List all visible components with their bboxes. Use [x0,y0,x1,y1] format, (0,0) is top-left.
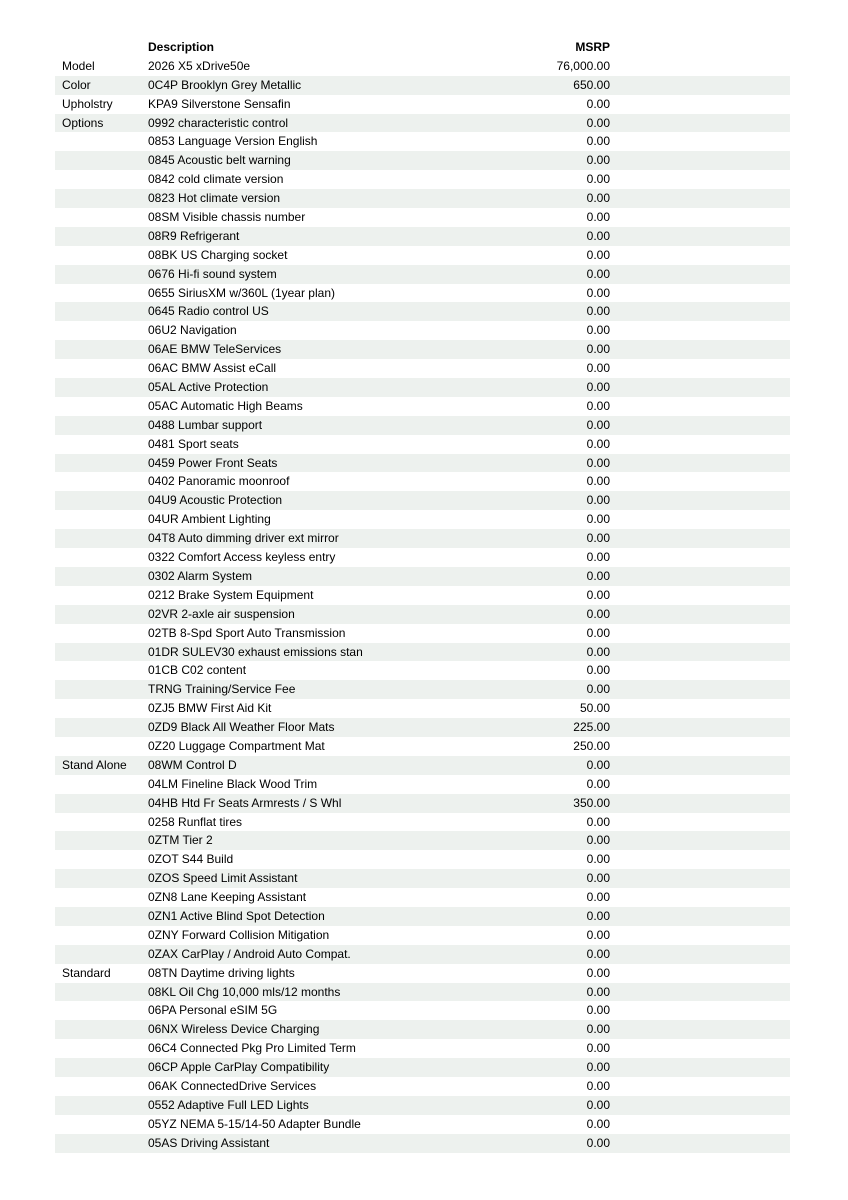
cell-msrp: 0.00 [586,908,610,923]
table-row [55,624,790,643]
cell-description: 05YZ NEMA 5-15/14-50 Adapter Bundle [148,1116,361,1131]
table-row [55,869,790,888]
cell-msrp: 0.00 [586,361,610,376]
cell-category: Model [62,58,95,73]
cell-category: Upholstry [62,96,113,111]
table-row [55,472,790,491]
cell-description: 08SM Visible chassis number [148,210,306,225]
cell-description: 08WM Control D [148,757,237,772]
cell-msrp: 0.00 [586,568,610,583]
cell-description: 0C4P Brooklyn Grey Metallic [148,77,302,92]
cell-description: 0ZOT S44 Build [148,852,234,867]
cell-description: 0212 Brake System Equipment [148,587,314,602]
table-row [55,737,790,756]
cell-description: 0845 Acoustic belt warning [148,153,291,168]
cell-description: 0ZN8 Lane Keeping Assistant [148,890,307,905]
table-row [55,1020,790,1039]
cell-description: 08KL Oil Chg 10,000 mls/12 months [148,984,341,999]
cell-msrp: 0.00 [586,247,610,262]
table-body [55,57,790,1153]
table-row [55,76,790,95]
cell-msrp: 0.00 [586,455,610,470]
table-row [55,491,790,510]
table-row [55,170,790,189]
table-row [55,945,790,964]
cell-description: 04U9 Acoustic Protection [148,493,283,508]
table-row [55,529,790,548]
table-row [55,926,790,945]
cell-msrp: 0.00 [586,380,610,395]
table-row [55,454,790,473]
cell-msrp: 0.00 [586,153,610,168]
table-row [55,1001,790,1020]
cell-description: 02VR 2-axle air suspension [148,606,295,621]
cell-msrp: 0.00 [586,663,610,678]
table-row [55,907,790,926]
cell-msrp: 650.00 [573,77,610,92]
cell-msrp: 0.00 [586,927,610,942]
cell-msrp: 0.00 [586,1041,610,1056]
cell-description: 08R9 Refrigerant [148,228,240,243]
cell-description: 01CB C02 content [148,663,247,678]
cell-msrp: 0.00 [586,890,610,905]
cell-msrp: 0.00 [586,96,610,111]
table-row [55,397,790,416]
table-row [55,548,790,567]
cell-msrp: 0.00 [586,757,610,772]
cell-description: 08TN Daytime driving lights [148,965,295,980]
cell-msrp: 250.00 [573,738,610,753]
table-row [55,699,790,718]
cell-description: 0992 characteristic control [148,115,289,130]
cell-category: Standard [62,965,111,980]
table-row [55,983,790,1002]
cell-description: 08BK US Charging socket [148,247,288,262]
cell-msrp: 0.00 [586,625,610,640]
cell-description: 05AC Automatic High Beams [148,398,303,413]
cell-msrp: 0.00 [586,172,610,187]
cell-msrp: 0.00 [586,1097,610,1112]
cell-description: 01DR SULEV30 exhaust emissions stan [148,644,363,659]
cell-msrp: 0.00 [586,210,610,225]
cell-description: 0258 Runflat tires [148,814,243,829]
cell-msrp: 0.00 [586,531,610,546]
table-row [55,378,790,397]
cell-msrp: 0.00 [586,814,610,829]
cell-msrp: 0.00 [586,587,610,602]
cell-msrp: 0.00 [586,417,610,432]
cell-description: 0402 Panoramic moonroof [148,474,290,489]
cell-msrp: 0.00 [586,776,610,791]
cell-msrp: 0.00 [586,550,610,565]
cell-msrp: 50.00 [579,701,610,716]
cell-msrp: 0.00 [586,342,610,357]
cell-msrp: 0.00 [586,965,610,980]
cell-msrp: 0.00 [586,512,610,527]
cell-msrp: 0.00 [586,833,610,848]
cell-msrp: 0.00 [586,682,610,697]
table-row [55,756,790,775]
cell-description: 0676 Hi-fi sound system [148,266,277,281]
table-row [55,1058,790,1077]
table-row [55,416,790,435]
cell-description: 0322 Comfort Access keyless entry [148,550,336,565]
table-row [55,964,790,983]
cell-msrp: 0.00 [586,1060,610,1075]
cell-description: 0853 Language Version English [148,134,318,149]
cell-description: 05AS Driving Assistant [148,1135,270,1150]
cell-msrp: 0.00 [586,1078,610,1093]
cell-description: KPA9 Silverstone Sensafin [148,96,291,111]
cell-msrp: 0.00 [586,984,610,999]
cell-description: 0823 Hot climate version [148,191,281,206]
table-row [55,813,790,832]
cell-msrp: 0.00 [586,285,610,300]
cell-description: 06NX Wireless Device Charging [148,1022,320,1037]
table-row [55,321,790,340]
cell-description: 0ZJ5 BMW First Aid Kit [148,701,272,716]
cell-msrp: 0.00 [586,191,610,206]
vehicle-spec-table [55,38,790,1153]
cell-msrp: 0.00 [586,1003,610,1018]
cell-description: 0481 Sport seats [148,436,239,451]
cell-msrp: 0.00 [586,134,610,149]
cell-description: 0ZN1 Active Blind Spot Detection [148,908,325,923]
table-row [55,132,790,151]
cell-msrp: 0.00 [586,398,610,413]
cell-description: 06AC BMW Assist eCall [148,361,277,376]
table-row [55,586,790,605]
table-row [55,510,790,529]
cell-msrp: 0.00 [586,228,610,243]
table-row [55,1134,790,1153]
table-row [55,151,790,170]
table-row [55,114,790,133]
cell-description: 06C4 Connected Pkg Pro Limited Term [148,1041,356,1056]
cell-description: 0645 Radio control US [148,304,269,319]
cell-description: 0842 cold climate version [148,172,284,187]
cell-description: 04T8 Auto dimming driver ext mirror [148,531,339,546]
table-row [55,605,790,624]
cell-msrp: 0.00 [586,304,610,319]
cell-msrp: 0.00 [586,871,610,886]
cell-msrp: 0.00 [586,493,610,508]
cell-msrp: 0.00 [586,115,610,130]
table-row [55,246,790,265]
table-header-row [55,38,790,57]
cell-description: 0655 SiriusXM w/360L (1year plan) [148,285,335,300]
cell-description: 04HB Htd Fr Seats Armrests / S Whl [148,795,342,810]
cell-description: TRNG Training/Service Fee [148,682,296,697]
cell-description: 0ZD9 Black All Weather Floor Mats [148,720,335,735]
table-row [55,284,790,303]
cell-msrp: 350.00 [573,795,610,810]
cell-msrp: 0.00 [586,266,610,281]
table-row [55,661,790,680]
cell-description: 0488 Lumbar support [148,417,263,432]
header-description: Description [148,40,215,54]
cell-msrp: 0.00 [586,436,610,451]
cell-description: 0ZTM Tier 2 [148,833,213,848]
cell-description: 0302 Alarm System [148,568,253,583]
table-row [55,1077,790,1096]
table-row [55,775,790,794]
table-row [55,567,790,586]
header-msrp: MSRP [575,40,610,54]
cell-msrp: 0.00 [586,1116,610,1131]
cell-description: 0ZNY Forward Collision Mitigation [148,927,330,942]
cell-msrp: 0.00 [586,1135,610,1150]
table-row [55,888,790,907]
cell-category: Color [62,77,91,92]
cell-description: 0Z20 Luggage Compartment Mat [148,738,325,753]
cell-msrp: 0.00 [586,323,610,338]
cell-description: 2026 X5 xDrive50e [148,58,251,73]
cell-description: 0459 Power Front Seats [148,455,278,470]
cell-msrp: 225.00 [573,720,610,735]
cell-description: 06AE BMW TeleServices [148,342,282,357]
table-row [55,95,790,114]
table-row [55,302,790,321]
cell-category: Stand Alone [62,757,127,772]
table-row [55,208,790,227]
table-row [55,265,790,284]
table-row [55,1096,790,1115]
cell-description: 04LM Fineline Black Wood Trim [148,776,318,791]
table-row [55,850,790,869]
cell-msrp: 0.00 [586,474,610,489]
cell-description: 0ZAX CarPlay / Android Auto Compat. [148,946,351,961]
cell-description: 02TB 8-Spd Sport Auto Transmission [148,625,346,640]
table-row [55,435,790,454]
cell-description: 06CP Apple CarPlay Compatibility [148,1060,330,1075]
table-row [55,1039,790,1058]
cell-description: 06AK ConnectedDrive Services [148,1078,317,1093]
table-row [55,794,790,813]
cell-description: 04UR Ambient Lighting [148,512,271,527]
cell-description: 0552 Adaptive Full LED Lights [148,1097,309,1112]
cell-description: 05AL Active Protection [148,380,269,395]
cell-description: 06PA Personal eSIM 5G [148,1003,278,1018]
cell-msrp: 0.00 [586,1022,610,1037]
table-row [55,359,790,378]
table-row [55,831,790,850]
cell-description: 0ZOS Speed Limit Assistant [148,871,298,886]
table-row [55,680,790,699]
table-row [55,57,790,76]
cell-msrp: 0.00 [586,644,610,659]
cell-msrp: 0.00 [586,606,610,621]
cell-description: 06U2 Navigation [148,323,237,338]
table-row [55,340,790,359]
cell-msrp: 0.00 [586,946,610,961]
cell-category: Options [62,115,104,130]
table-row [55,643,790,662]
table-row [55,189,790,208]
cell-msrp: 0.00 [586,852,610,867]
table-row [55,1115,790,1134]
cell-msrp: 76,000.00 [556,58,610,73]
table-row [55,227,790,246]
table-row [55,718,790,737]
